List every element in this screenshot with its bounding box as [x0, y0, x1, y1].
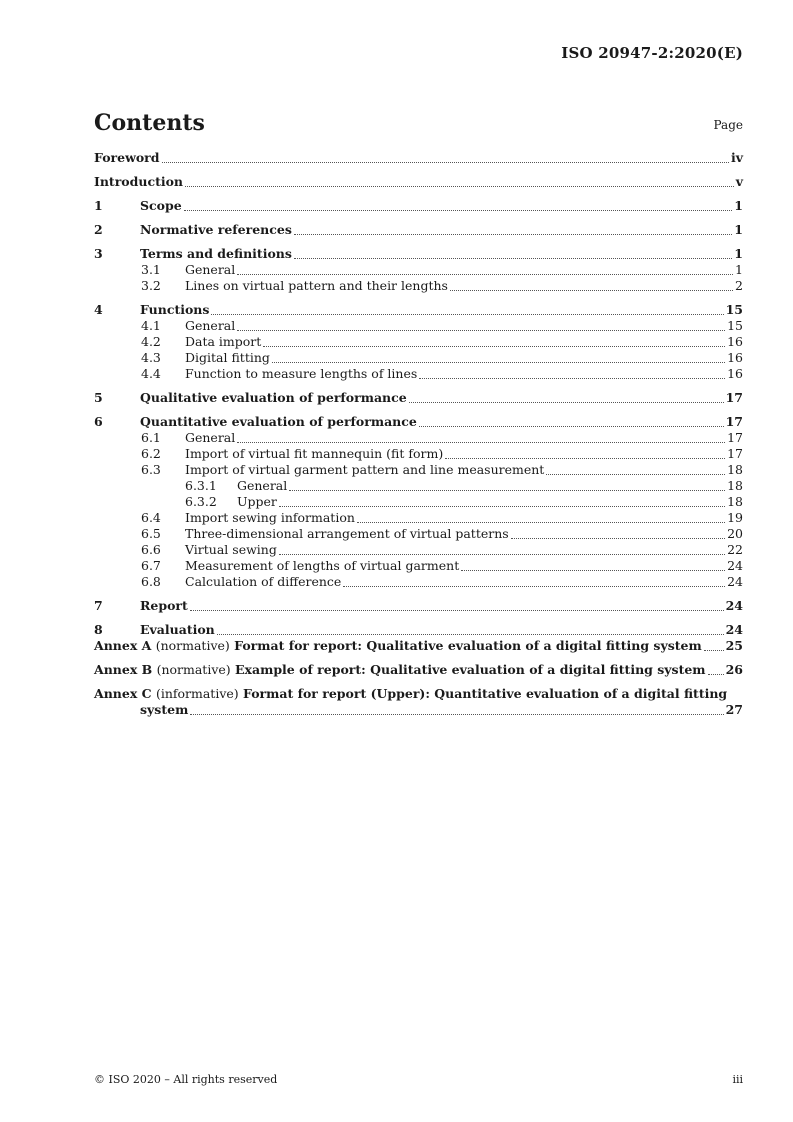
toc-entry-number: 6 — [94, 414, 103, 429]
toc-entry[interactable] — [94, 318, 743, 334]
annex-title: Example of report: Qualitative evaluation of a digital fitting system — [235, 662, 706, 677]
toc-entry-page: 17 — [727, 430, 743, 445]
toc-entry-label: General — [185, 430, 236, 445]
dot-leader — [343, 585, 725, 587]
table-of-contents — [94, 150, 743, 726]
toc-entry[interactable] — [94, 262, 743, 278]
toc-entry-page: 15 — [727, 318, 743, 333]
toc-entry-page: 17 — [727, 446, 743, 461]
toc-entry[interactable] — [94, 462, 743, 478]
annex-title: Format for report (Upper): Quantitative evaluation of a digital fitting — [243, 686, 728, 701]
dot-leader — [190, 609, 724, 611]
dot-leader — [546, 473, 725, 475]
toc-entry-label: Normative references — [140, 222, 292, 237]
toc-entry[interactable] — [94, 334, 743, 350]
toc-entry-number: 1 — [94, 198, 103, 213]
toc-entry-page: 18 — [727, 478, 743, 493]
toc-entry[interactable] — [94, 278, 743, 294]
toc-entry[interactable] — [94, 558, 743, 574]
annex-entry[interactable] — [94, 686, 743, 718]
dot-leader — [217, 633, 724, 635]
toc-entry-number: 3.2 — [141, 278, 161, 293]
toc-entry[interactable] — [94, 414, 743, 430]
dot-leader — [511, 537, 725, 539]
annex-prefix: Annex C — [94, 686, 152, 701]
toc-entry-label: Upper — [237, 494, 277, 509]
toc-entry-page: 2 — [735, 278, 743, 293]
toc-entry-label: Function to measure lengths of lines — [185, 366, 418, 381]
dot-leader — [445, 457, 725, 459]
toc-entry-number: 7 — [94, 598, 103, 613]
toc-entry[interactable] — [94, 574, 743, 590]
toc-entry-number: 6.3.2 — [185, 494, 217, 509]
toc-entry-number: 4.2 — [141, 334, 161, 349]
dot-leader — [237, 441, 725, 443]
copyright-footer: © ISO 2020 – All rights reserved — [94, 1073, 278, 1086]
toc-entry[interactable] — [94, 494, 743, 510]
dot-leader — [704, 649, 724, 651]
toc-entry-page: 24 — [727, 558, 743, 573]
dot-leader — [185, 185, 734, 187]
toc-entry[interactable] — [94, 542, 743, 558]
dot-leader — [279, 505, 725, 507]
toc-entry-page: v — [735, 174, 743, 189]
dot-leader — [272, 361, 725, 363]
toc-entry-number: 6.7 — [141, 558, 161, 573]
toc-entry[interactable] — [94, 390, 743, 406]
toc-entry-number: 6.3.1 — [185, 478, 217, 493]
dot-leader — [708, 673, 724, 675]
toc-entry[interactable] — [94, 622, 743, 638]
toc-entry-page: 22 — [727, 542, 743, 557]
toc-entry-page: 16 — [727, 334, 743, 349]
toc-entry-label: Measurement of lengths of virtual garment — [185, 558, 460, 573]
toc-entry-number: 2 — [94, 222, 103, 237]
dot-leader — [357, 521, 725, 523]
toc-entry-page: 24 — [725, 598, 743, 613]
annex-entry[interactable] — [94, 638, 743, 654]
toc-entry-label: General — [237, 478, 288, 493]
toc-entry-number: 3 — [94, 246, 103, 261]
toc-entry[interactable] — [94, 302, 743, 318]
toc-entry-label: Terms and definitions — [140, 246, 292, 261]
toc-entry[interactable] — [94, 350, 743, 366]
dot-leader — [419, 377, 725, 379]
toc-entry-page: 1 — [735, 262, 743, 277]
dot-leader — [263, 345, 725, 347]
toc-entry-number: 5 — [94, 390, 103, 405]
toc-entry-label: Report — [140, 598, 188, 613]
page-number-footer: iii — [732, 1073, 743, 1086]
annex-page: 27 — [725, 702, 743, 717]
toc-entry-label: Qualitative evaluation of performance — [140, 390, 407, 405]
toc-entry-label: Three-dimensional arrangement of virtual patterns — [185, 526, 509, 541]
dot-leader — [289, 489, 725, 491]
toc-entry-label: Introduction — [94, 174, 184, 189]
toc-entry-label: Functions — [140, 302, 210, 317]
annex-type: (informative) — [155, 686, 239, 701]
document-id: ISO 20947-2:2020(E) — [561, 44, 743, 62]
toc-entry[interactable] — [94, 598, 743, 614]
annex-page: 26 — [725, 662, 743, 677]
toc-entry-page: 18 — [727, 494, 743, 509]
toc-entry-page: 17 — [725, 390, 743, 405]
toc-entry[interactable] — [94, 526, 743, 542]
toc-entry-page: 20 — [727, 526, 743, 541]
annex-prefix: Annex B — [94, 662, 153, 677]
toc-entry-page: 16 — [727, 366, 743, 381]
dot-leader — [237, 273, 733, 275]
toc-entry-label: Foreword — [94, 150, 160, 165]
dot-leader — [211, 313, 723, 315]
dot-leader — [461, 569, 725, 571]
toc-entry-label: Virtual sewing — [185, 542, 277, 557]
toc-entry-number: 6.5 — [141, 526, 161, 541]
toc-entry-number: 4 — [94, 302, 103, 317]
toc-entry-number: 6.3 — [141, 462, 161, 477]
toc-entry-label: Calculation of difference — [185, 574, 342, 589]
toc-entry[interactable] — [94, 222, 743, 238]
toc-entry-number: 6.4 — [141, 510, 161, 525]
toc-entry[interactable] — [94, 510, 743, 526]
toc-entry-number: 4.3 — [141, 350, 161, 365]
toc-entry[interactable] — [94, 366, 743, 382]
toc-entry-number: 6.6 — [141, 542, 161, 557]
toc-entry-number: 6.8 — [141, 574, 161, 589]
toc-entry-page: 17 — [725, 414, 743, 429]
annex-prefix: Annex A — [94, 638, 152, 653]
toc-entry-number: 4.1 — [141, 318, 161, 333]
toc-entry[interactable] — [94, 478, 743, 494]
page-column-label: Page — [713, 118, 743, 132]
toc-entry-number: 3.1 — [141, 262, 161, 277]
toc-entry-page: 19 — [727, 510, 743, 525]
toc-entry-page: 16 — [727, 350, 743, 365]
annex-title: Format for report: Qualitative evaluation of a digital fitting system — [234, 638, 702, 653]
annex-type: (normative) — [156, 662, 231, 677]
annex-entry[interactable] — [94, 662, 743, 678]
toc-entry[interactable] — [94, 430, 743, 446]
dot-leader — [294, 257, 732, 259]
toc-entry-label: Import of virtual fit mannequin (fit form) — [185, 446, 444, 461]
toc-entry[interactable] — [94, 198, 743, 214]
dot-leader — [279, 553, 725, 555]
annex-type: (normative) — [155, 638, 230, 653]
toc-entry-page: 1 — [734, 246, 743, 261]
toc-entry-page: 18 — [727, 462, 743, 477]
toc-entry-number: 6.1 — [141, 430, 161, 445]
toc-entry-label: General — [185, 318, 236, 333]
toc-entry-label: Import of virtual garment pattern and line measurement — [185, 462, 545, 477]
toc-entry-label: Evaluation — [140, 622, 215, 637]
toc-entry-label: Lines on virtual pattern and their lengths — [185, 278, 448, 293]
toc-entry[interactable] — [94, 150, 743, 166]
dot-leader — [450, 289, 733, 291]
toc-entry-number: 8 — [94, 622, 103, 637]
toc-entry-label: Import sewing information — [185, 510, 355, 525]
toc-entry-label: Quantitative evaluation of performance — [140, 414, 417, 429]
toc-entry-label: Digital fitting — [185, 350, 270, 365]
toc-entry-number: 4.4 — [141, 366, 161, 381]
dot-leader — [237, 329, 725, 331]
toc-entry[interactable] — [94, 446, 743, 462]
toc-entry-page: 1 — [734, 198, 743, 213]
toc-entry-label: Data import — [185, 334, 262, 349]
toc-entry-page: iv — [730, 150, 743, 165]
toc-entry-label: General — [185, 262, 236, 277]
dot-leader — [190, 713, 723, 715]
page-title: Contents — [94, 110, 205, 136]
dot-leader — [184, 209, 733, 211]
dot-leader — [409, 401, 724, 403]
toc-entry-page: 1 — [734, 222, 743, 237]
toc-entry[interactable] — [94, 174, 743, 190]
dot-leader — [419, 425, 724, 427]
toc-entry-number: 6.2 — [141, 446, 161, 461]
toc-entry[interactable] — [94, 246, 743, 262]
dot-leader — [162, 161, 729, 163]
toc-entry-label: Scope — [140, 198, 182, 213]
annex-title-continued: system — [140, 702, 189, 717]
toc-entry-page: 24 — [725, 622, 743, 637]
annex-page: 25 — [725, 638, 743, 653]
dot-leader — [294, 233, 732, 235]
toc-entry-page: 24 — [727, 574, 743, 589]
toc-entry-page: 15 — [725, 302, 743, 317]
